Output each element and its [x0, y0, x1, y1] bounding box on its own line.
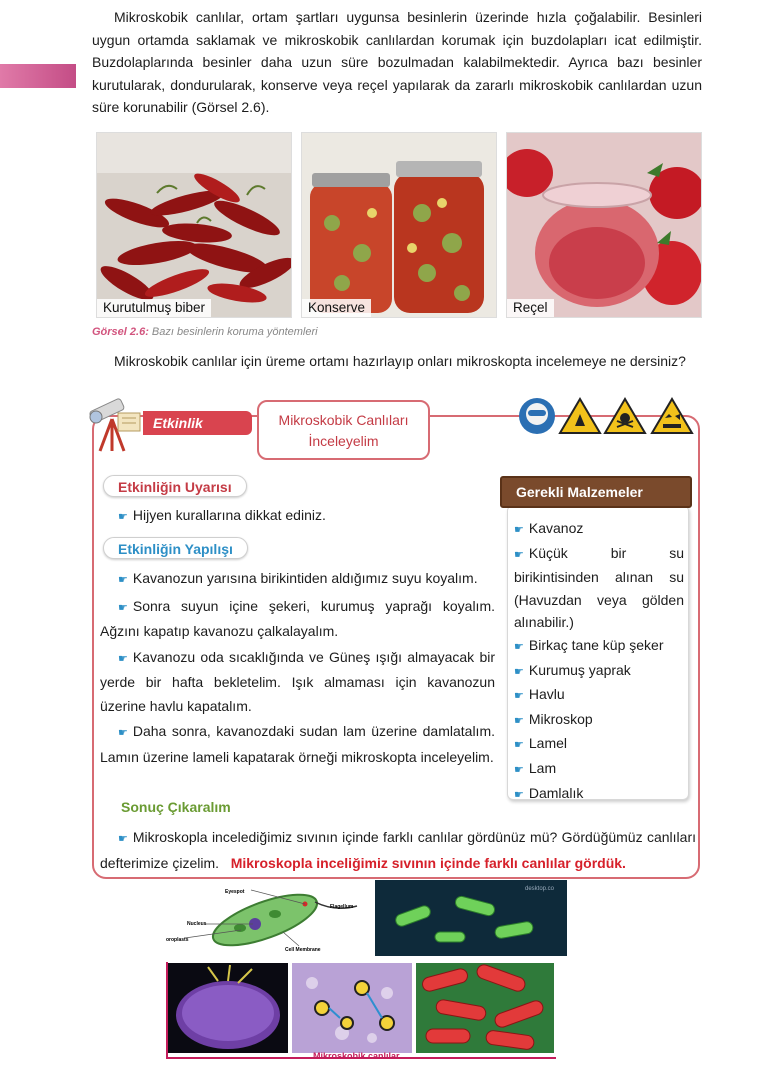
corrosive-hazard-icon [650, 396, 694, 441]
figure-caption-label: Görsel 2.6: [92, 326, 149, 338]
step-item [100, 646, 495, 719]
figure-caption [92, 326, 318, 338]
toxic-hazard-icon [603, 396, 647, 441]
steps-heading: Etkinliğin Yapılışı [103, 537, 248, 559]
conclusion-answer: Mikroskopla inceliğimiz sıvının içinde farklı canlılar gördük. [230, 854, 626, 871]
bracket-line-vertical [166, 962, 168, 1057]
euglena-diagram [165, 884, 365, 956]
photo-caption: Kurutulmuş biber [97, 299, 211, 317]
label-chloroplasts: oroplasts [166, 937, 189, 943]
pointing-hand-icon: ☛ [118, 511, 128, 523]
material-item: ☛ Lam [514, 759, 557, 776]
label-nucleus: Nucleus [187, 921, 207, 927]
pointing-hand-icon: ☛ [514, 739, 524, 752]
conclusion-paragraph [100, 826, 696, 875]
pointing-hand-icon: ☛ [514, 640, 524, 653]
microbes-caption: Mikroskobik canlılar [313, 1051, 400, 1061]
dried-pepper-illustration [97, 133, 291, 317]
conclusion-heading: Sonuç Çıkaralım [121, 799, 231, 815]
conclusion-question: Mikroskopla incelediğimiz sıvının içinde farklı canlılar gördünüz mü? Gördüğümüz canlıları defterimize çizelim. [100, 829, 696, 871]
photo-canned-food [301, 132, 497, 318]
purple-microbe-image [168, 963, 288, 1053]
page-tab-marker [0, 64, 76, 88]
activity-title-line1: Mikroskobik Canlıları [278, 412, 409, 428]
warning-text-line [118, 504, 326, 530]
pointing-hand-icon: ☛ [514, 548, 524, 561]
steps-list [100, 567, 495, 769]
photo-caption: Konserve [302, 299, 371, 317]
step-item [100, 567, 495, 593]
pointing-hand-icon: ☛ [118, 601, 128, 614]
step-text: Sonra suyun içine şekeri, kurumuş yaprağı koyalım. Ağzını kapatıp kavanozu çalkalayalım. [100, 597, 495, 639]
photo-dried-pepper [96, 132, 292, 318]
intro-paragraph: Mikroskobik canlılar, ortam şartları uygunsa besinlerin üzerinde hızla çoğalabilir. Besinleri uygun ortamda saklamak ve mikroskobik canlılardan korumak için buzdolapları icat edilmiştir. Buzdolaplarında besinler daha uzun süre bozulmadan kalabilmektedir. Ayrıca bazı besinler kurutularak, dondurularak, konserve veya reçel yapılarak da zararlı mikroskobik canlılardan uzun süre korunabilir (Görsel 2.6). [92, 9, 702, 115]
pointing-hand-icon: ☛ [118, 727, 128, 739]
pointing-hand-icon: ☛ [514, 665, 524, 678]
chemical-hazard-icon [558, 396, 602, 441]
lilac-cells-image [292, 963, 412, 1053]
telescope-icon [86, 395, 150, 460]
image-watermark: desktop.co [525, 886, 555, 892]
material-item: ☛ Kurumuş yaprak [514, 661, 631, 678]
label-eyespot: Eyespot [225, 889, 245, 895]
material-item: ☛ Mikroskop [514, 710, 593, 727]
label-cell-membrane: Cell Membrane [285, 947, 321, 953]
material-item: ☛ Lamel [514, 735, 568, 752]
jam-illustration [507, 133, 701, 317]
jars-illustration [302, 133, 496, 317]
material-item: ☛ Damlalık [514, 784, 584, 801]
safety-mask-icon [517, 396, 557, 441]
material-item: ☛ Havlu [514, 686, 565, 703]
material-item: ☛ Birkaç tane küp şeker [514, 636, 664, 653]
pointing-hand-icon: ☛ [514, 690, 524, 703]
photo-caption: Reçel [507, 299, 554, 317]
figure-caption-text: Bazı besinlerin koruma yöntemleri [151, 326, 318, 338]
step-item [100, 720, 495, 769]
pointing-hand-icon: ☛ [514, 763, 524, 776]
materials-list [514, 517, 684, 806]
materials-heading: Gerekli Malzemeler [500, 476, 692, 508]
activity-title [257, 400, 430, 460]
step-text: Daha sonra, kavanozdaki sudan lam üzerine damlatalım. Lamın üzerine lameli kapatarak örneği mikroskopta inceleyelim. [100, 723, 495, 765]
warning-text: Hijyen kurallarına dikkat ediniz. [132, 507, 326, 523]
pointing-hand-icon: ☛ [514, 714, 524, 727]
material-item: ☛ Kavanoz [514, 520, 584, 536]
bacteria-image-dark [375, 880, 567, 956]
pointing-hand-icon: ☛ [514, 788, 524, 801]
red-bacteria-image [416, 963, 554, 1053]
pointing-hand-icon: ☛ [118, 833, 128, 845]
activity-tab: Etkinlik [143, 411, 252, 435]
step-text: Kavanozu oda sıcaklığında ve Güneş ışığı almayacak bir yerde bir hafta bekletelim. Işık almaması için kavanozun üzerine havlu kapatalım. [100, 648, 495, 714]
step-item [100, 595, 495, 644]
material-item: ☛ Küçük bir su birikintisinden alınan su (Havuzdan veya gölden alınabilir.) [514, 544, 684, 631]
pointing-hand-icon: ☛ [514, 524, 524, 536]
label-flagellum: Flagellum [330, 904, 354, 910]
pointing-hand-icon: ☛ [118, 652, 128, 665]
activity-title-line2: İnceleyelim [308, 433, 379, 449]
pointing-hand-icon: ☛ [118, 574, 128, 586]
photo-jam [506, 132, 702, 318]
question-text: Mikroskobik canlılar için üreme ortamı hazırlayıp onları mikroskopta incelemeye ne dersiniz? [114, 353, 686, 369]
step-text: Kavanozun yarısına birikintiden aldığımız suyu koyalım. [132, 570, 478, 586]
warning-heading: Etkinliğin Uyarısı [103, 475, 247, 497]
